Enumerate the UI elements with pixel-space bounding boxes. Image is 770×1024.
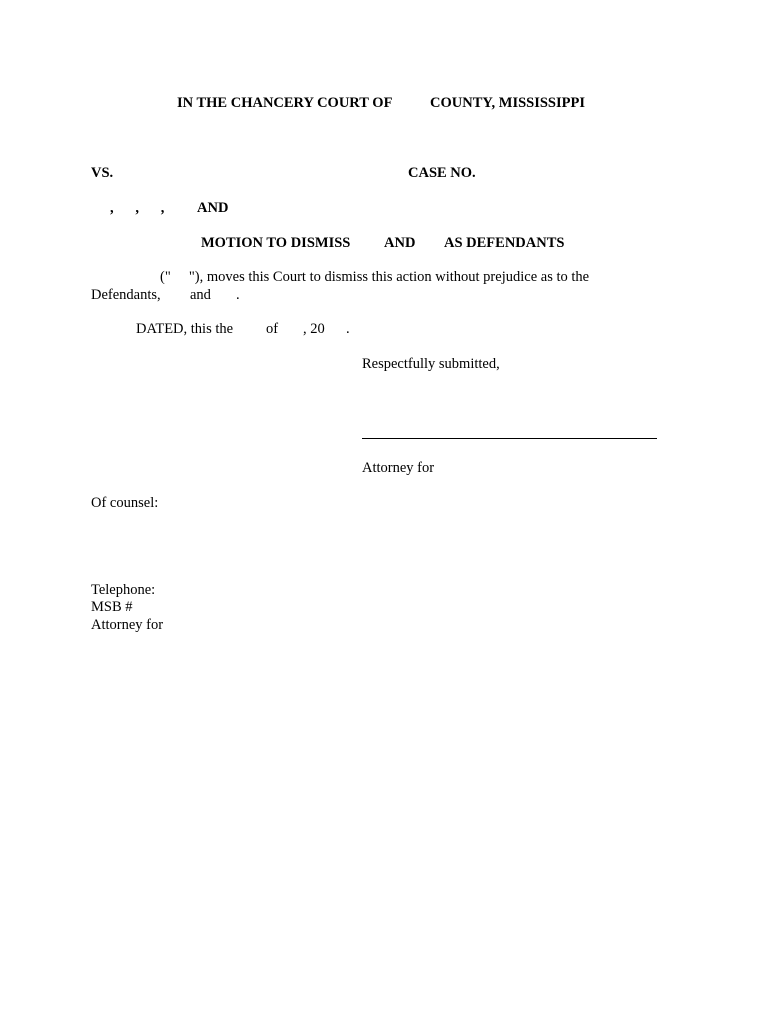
dated-year: , 20 [303, 321, 325, 337]
body-period: . [236, 287, 240, 303]
motion-title: MOTION TO DISMISS [201, 235, 351, 251]
motion-title-defendants: AS DEFENDANTS [444, 235, 565, 251]
dated-of: of [266, 321, 279, 337]
counsel-attorney-for: Attorney for [91, 617, 164, 633]
body-and: and [190, 287, 211, 303]
dated-period: . [346, 321, 350, 337]
parties-commas: , , , [110, 200, 165, 216]
signature-attorney-for: Attorney for [362, 460, 435, 476]
case-number-label: CASE NO. [408, 165, 476, 181]
respectfully-submitted: Respectfully submitted, [362, 356, 500, 372]
msb-label: MSB # [91, 599, 133, 615]
body-line-1: (" "), moves this Court to dismiss this action without prejudice as to the [160, 269, 590, 285]
of-counsel-label: Of counsel: [91, 495, 159, 511]
vs-label: VS. [91, 165, 114, 181]
signature-line [362, 438, 657, 439]
telephone-label: Telephone: [91, 582, 156, 598]
body-defendants: Defendants, [91, 287, 161, 303]
court-heading: IN THE CHANCERY COURT OF [177, 95, 393, 111]
dated-label: DATED, this the [136, 321, 234, 337]
motion-title-and: AND [384, 235, 416, 251]
county-heading: COUNTY, MISSISSIPPI [430, 95, 585, 111]
parties-and: AND [197, 200, 229, 216]
